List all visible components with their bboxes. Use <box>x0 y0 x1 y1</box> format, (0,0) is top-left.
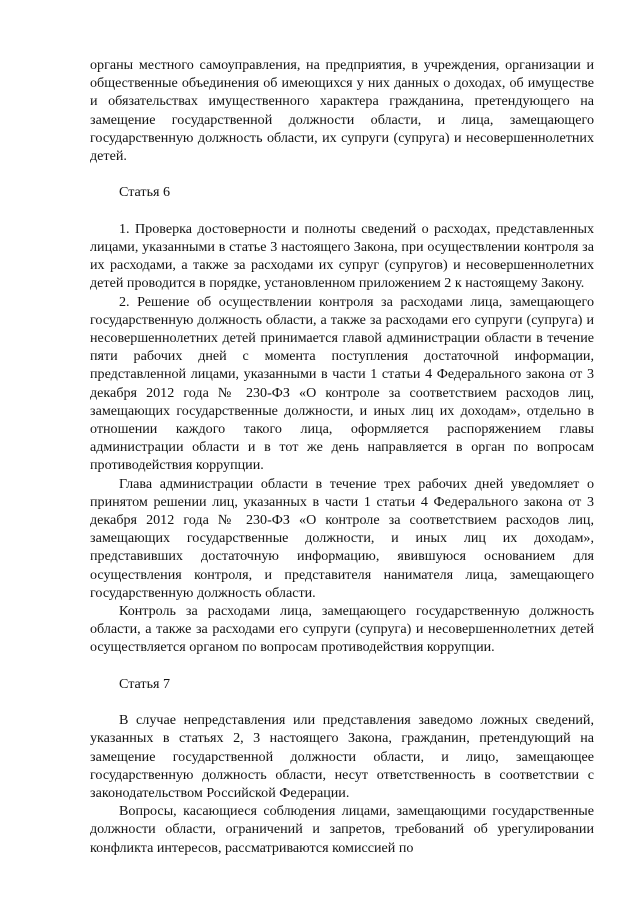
article-6-paragraph-3: Глава администрации области в течение трех рабочих дней уведомляет о принятом решении лиц, указанных в части 1 статьи 4 Федерального закона от 3 декабря 2012 года № 230-ФЗ «О контроле за соответствием расходов лиц, замещающих государственные должности, и иных лиц их доходам», представивших достаточную информацию, явившуюся основанием для осуществления контроля, и представителя нанимателя лица, замещающего государственную должность области. <box>90 475 594 601</box>
paragraph-continuation: органы местного самоуправления, на предприятия, в учреждения, организации и общественные объединения об имеющихся у них данных о доходах, об имуществе и обязательствах имущественного характера гражданина, претендующего на замещение государственной должности области, и лица, замещающего государственную должность области, их супруги (супруга) и несовершеннолетних детей. <box>90 57 594 165</box>
document-body <box>90 56 594 857</box>
article-6-paragraph-4: Контроль за расходами лица, замещающего государственную должность области, а также за расходами его супруги (супруга) и несовершеннолетних детей осуществляется органом по вопросам противодействия коррупции. <box>90 603 594 656</box>
article-6-paragraph-2: 2. Решение об осуществлении контроля за расходами лица, замещающего государственную должность области, а также за расходами его супруги (супруга) и несовершеннолетних детей принимается главой администрации области в течение пяти рабочих дней с момента поступления достаточной информации, представленной лицами, указанными в части 1 статьи 4 Федерального закона от 3 декабря 2012 года № 230-ФЗ «О контроле за соответствием расходов лиц, замещающих государственные должности, и иных лиц их доходам», отдельно в отношении каждого такого лица, оформляется распоряжением главы администрации области и в тот же день направляется в орган по вопросам противодействия коррупции. <box>90 293 594 474</box>
article-6-paragraph-1: 1. Проверка достоверности и полноты сведений о расходах, представленных лицами, указанными в статье 3 настоящего Закона, при осуществлении контроля за их расходами, а также за расходами их супруг (супругов) и несовершеннолетних детей проводится в порядке, установленном приложением 2 к настоящему Закону. <box>90 220 594 292</box>
article-7-paragraph-1: В случае непредставления или представления заведомо ложных сведений, указанных в статьях 2, 3 настоящего Закона, гражданин, претендующий на замещение государственной должности области, и лицо, замещающее государственную должность области, несут ответственность в соответствии с законодательством Российской Федерации. <box>90 712 594 802</box>
article-6-heading: Статья 6 <box>119 184 171 201</box>
article-7-paragraph-2: Вопросы, касающиеся соблюдения лицами, замещающими государственные должности области, ограничений и запретов, требований об урегулировании конфликта интересов, рассматриваются комиссией по <box>90 803 594 856</box>
article-7-heading: Статья 7 <box>119 675 171 692</box>
